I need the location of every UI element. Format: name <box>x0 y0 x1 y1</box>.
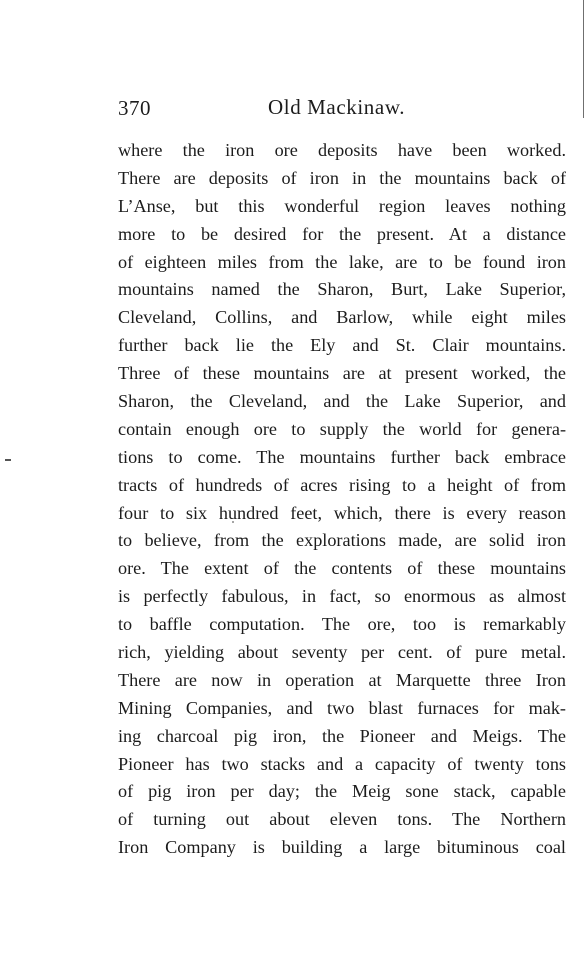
text-line-19: rich, yielding about seventy per cent. of pure metal. <box>118 642 566 663</box>
text-line-22: ing charcoal pig iron, the Pioneer and Meigs. The <box>118 725 566 746</box>
text-line-5: of eighteen miles from the lake, are to be found iron <box>118 251 566 272</box>
text-line-16: ore. The extent of the contents of these mountains <box>118 558 566 579</box>
text-line-4: more to be desired for the present. At a distance <box>118 223 566 244</box>
text-line-21: Mining Companies, and two blast furnaces for mak- <box>118 697 566 718</box>
text-line-24: of pig iron per day; the Meig sone stack, capable <box>118 781 566 802</box>
text-line-17: is perfectly fabulous, in fact, so enormous as almost <box>118 586 566 607</box>
text-line-15: to believe, from the explorations made, are solid iron <box>118 530 566 551</box>
text-line-13: tracts of hundreds of acres rising to a height of from <box>118 474 566 495</box>
text-line-7: Cleveland, Collins, and Barlow, while eight miles <box>118 307 566 328</box>
text-line-14: four to six hundred feet, which, there is every reason <box>118 502 566 523</box>
text-line-6: mountains named the Sharon, Burt, Lake Superior, <box>118 279 566 300</box>
text-line-1: where the iron ore deposits have been worked. <box>118 140 566 160</box>
page-number: 370 <box>118 96 151 120</box>
text-line-3: L’Anse, but this wonderful region leaves nothing <box>118 195 566 216</box>
text-line-18: to baffle computation. The ore, too is remarkably <box>118 614 566 635</box>
text-line-25: of turning out about eleven tons. The Northern <box>118 809 566 830</box>
text-line-9: Three of these mountains are at present worked, the <box>118 363 566 384</box>
text-line-20: There are now in operation at Marquette three Iron <box>118 669 566 690</box>
text-line-26: Iron Company is building a large bituminous coal <box>118 837 566 858</box>
text-line-2: There are deposits of iron in the mountains back of <box>118 167 566 188</box>
margin-mark <box>5 459 11 461</box>
text-line-12: tions to come. The mountains further back embrace <box>118 446 566 467</box>
text-line-11: contain enough ore to supply the world for genera- <box>118 418 566 439</box>
text-line-10: Sharon, the Cleveland, and the Lake Superior, and <box>118 391 566 412</box>
text-line-23: Pioneer has two stacks and a capacity of twenty tons <box>118 753 566 774</box>
page-edge-rule <box>583 0 585 118</box>
body-text <box>118 137 566 862</box>
text-line-8: further back lie the Ely and St. Clair mountains. <box>118 335 566 356</box>
running-title: Old Mackinaw. <box>268 95 406 119</box>
